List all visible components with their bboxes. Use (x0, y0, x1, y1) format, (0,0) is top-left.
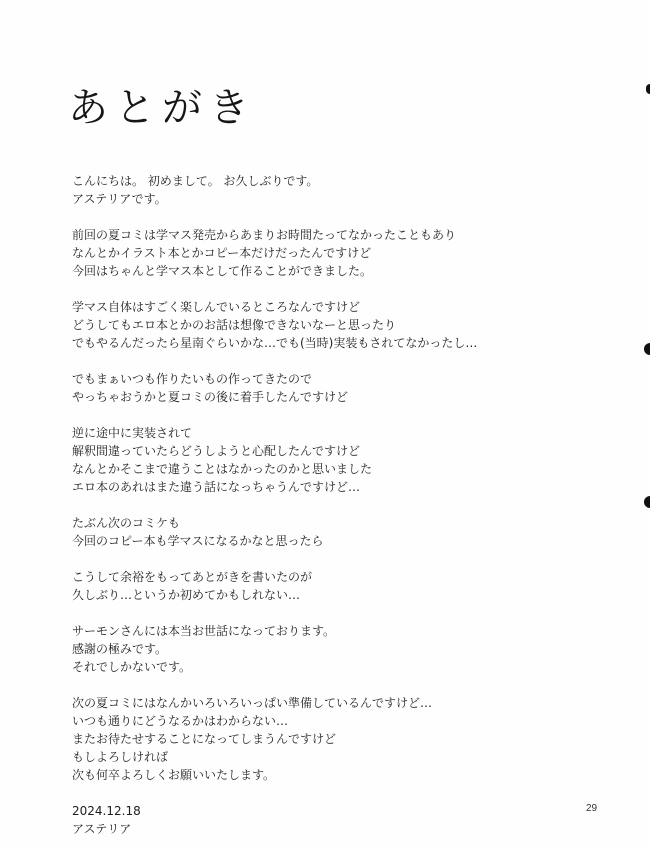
text-line: 逆に途中に実装されて (72, 426, 193, 440)
paragraph-6 (72, 514, 592, 550)
paragraph-7 (72, 568, 592, 604)
paragraph-8 (72, 622, 592, 676)
text-line: それでしかないです。 (72, 660, 192, 674)
signoff-date: 2024.12.18 (72, 804, 141, 818)
text-line: でもやるんだったら星南ぐらいかな…でも(当時)実装もされてなかったし… (72, 336, 478, 350)
text-line: なんとかそこまで違うことはなかったのかと思いました (72, 462, 373, 476)
afterword-body (72, 172, 592, 838)
text-line: またお待たせすることになってしまうんですけど (72, 732, 337, 746)
text-line: もしよろしければ (72, 750, 169, 764)
text-line: 次も何卒よろしくお願いいたします。 (72, 768, 276, 782)
paragraph-4 (72, 370, 592, 406)
paragraph-1 (72, 172, 592, 208)
paragraph-3 (72, 298, 592, 352)
text-line: 解釈間違っていたらどうしようと心配したんですけど (72, 444, 361, 458)
binding-hole-mark (646, 84, 650, 94)
signoff-author: アステリア (72, 822, 132, 836)
binding-hole-mark (644, 343, 650, 355)
text-line: やっちゃおうかと夏コミの後に着手したんですけど (72, 390, 349, 404)
text-line: なんとかイラスト本とかコピー本だけだったんですけど (72, 246, 372, 260)
text-line: こうして余裕をもってあとがきを書いたのが (72, 570, 313, 584)
text-line: 次の夏コミにはなんかいろいろいっぱい準備しているんですけど… (72, 696, 433, 710)
text-line: たぶん次のコミケも (72, 516, 181, 530)
signoff (72, 802, 592, 838)
text-line: でもまぁいつも作りたいもの作ってきたので (72, 372, 313, 386)
text-line: 久しぶり…というか初めてかもしれない… (72, 588, 301, 602)
text-line: アステリアです。 (72, 192, 167, 206)
page-number: 29 (586, 803, 598, 814)
text-line: いつも通りにどうなるかはわからない… (72, 714, 289, 728)
text-line: 前回の夏コミは学マス発売からあまりお時間たってなかったこともあり (72, 228, 457, 242)
paragraph-2 (72, 226, 592, 280)
paragraph-5 (72, 424, 592, 496)
text-line: 感謝の極みです。 (72, 642, 168, 656)
text-line: 学マス自体はすごく楽しんでいるところなんですけど (72, 300, 361, 314)
page-title: あとがき (68, 85, 256, 131)
paragraph-9 (72, 694, 592, 784)
text-line: どうしてもエロ本とかのお話は想像できないなーと思ったり (72, 318, 397, 332)
text-line: 今回はちゃんと学マス本として作ることができました。 (72, 264, 373, 278)
binding-hole-mark (644, 496, 650, 508)
text-line: エロ本のあれはまた違う話になっちゃうんですけど… (72, 480, 361, 494)
text-line: こんにちは。 初めまして。 お久しぶりです。 (72, 174, 319, 188)
text-line: サーモンさんには本当お世話になっております。 (72, 624, 336, 638)
text-line: 今回のコピー本も学マスになるかなと思ったら (72, 534, 324, 548)
